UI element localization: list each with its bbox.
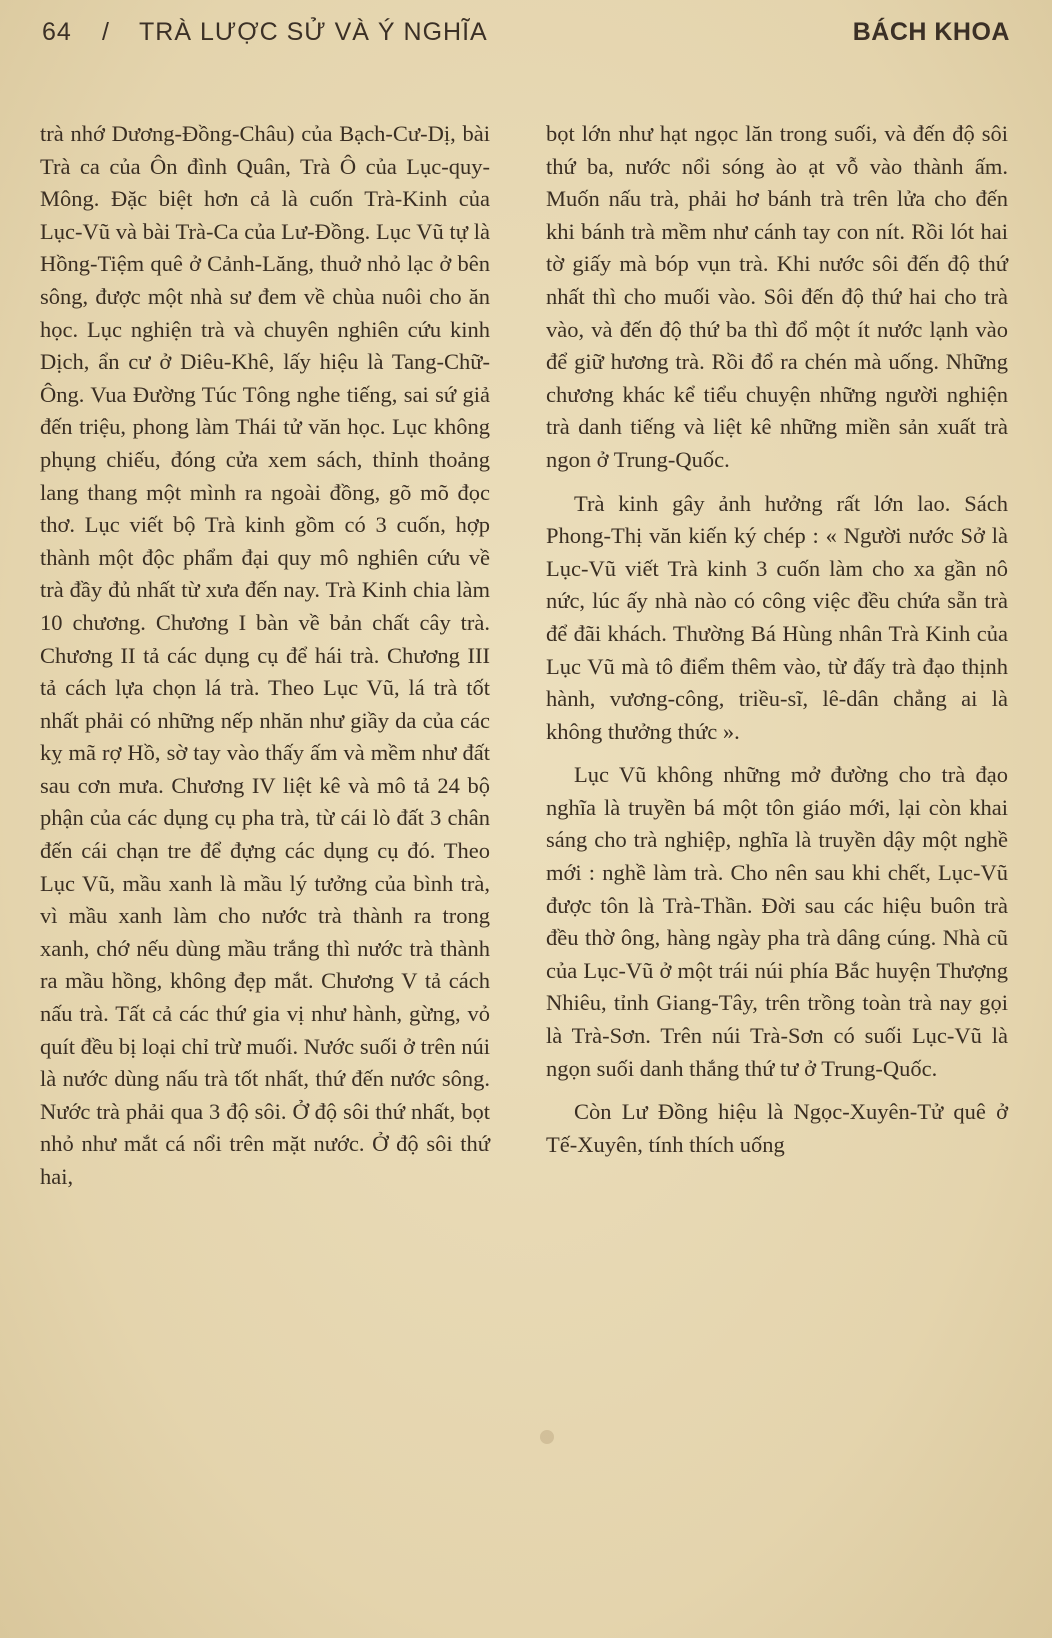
running-title: TRÀ LƯỢC SỬ VÀ Ý NGHĨA xyxy=(139,18,488,46)
body-paragraph: Lục Vũ không những mở đường cho trà đạo nghĩa là truyền bá một tôn giáo mới, lại còn khai sáng cho trà nghiệp, nghĩa là truyền dậy một nghề mới : nghề làm trà. Cho nên sau khi chết, Lục-Vũ được tôn là Trà-Thần. Đời sau các hiệu buôn trà đều thờ ông, hàng ngày pha trà dâng cúng. Nhà cũ của Lục-Vũ ở một trái núi phía Bắc huyện Thượng Nhiêu, tỉnh Giang-Tây, trên trồng toàn trà nay gọi là Trà-Sơn. Trên núi Trà-Sơn có suối Lục-Vũ là ngọn suối danh thắng thứ tư ở Trung-Quốc. xyxy=(546,762,1008,1081)
right-column xyxy=(546,118,1008,1161)
paper-stain xyxy=(540,1430,554,1444)
page-header xyxy=(42,18,1010,58)
body-paragraph: Còn Lư Đồng hiệu là Ngọc-Xuyên-Tử quê ở Tế-Xuyên, tính thích uống xyxy=(546,1099,1008,1157)
header-separator: / xyxy=(102,18,110,46)
body-paragraph: Trà kinh gây ảnh hưởng rất lớn lao. Sách Phong-Thị văn kiến ký chép : « Người nước Sở là Lục-Vũ viết Trà kinh 3 cuốn làm cho xa gần nô nức, lúc ấy nhà nào có công việc đều chứa sẵn trà để đãi khách. Thường Bá Hùng nhân Trà Kinh của Lục Vũ mà tô điểm thêm vào, từ đấy trà đạo thịnh hành, vương-công, triều-sĩ, lê-dân chẳng ai là không thưởng thức ». xyxy=(546,490,1008,744)
body-paragraph: trà nhớ Dương-Đồng-Châu) của Bạch-Cư-Dị, bài Trà ca của Ôn đình Quân, Trà Ô của Lục-quy-Mông. Đặc biệt hơn cả là cuốn Trà-Kinh của Lục-Vũ và bài Trà-Ca của Lư-Đồng. Lục Vũ tự là Hồng-Tiệm quê ở Cảnh-Lăng, thuở nhỏ lạc ở bên sông, được một nhà sư đem về chùa nuôi cho ăn học. Lục nghiện trà và chuyên nghiên cứu kinh Dịch, ẩn cư ở Diêu-Khê, lấy hiệu là Tang-Chữ-Ông. Vua Đường Túc Tông nghe tiếng, sai sứ giả đến triệu, phong làm Thái tử văn học. Lục không phụng chiếu, đóng cửa xem sách, thỉnh thoảng lang thang một mình ra ngoài đồng, gõ mõ đọc thơ. Lục viết bộ Trà kinh gồm có 3 cuốn, hợp thành một độc phẩm đại quy mô nghiên cứu về trà đầy đủ nhất từ xưa đến nay. Trà Kinh chia làm 10 chương. Chương I bàn về bản chất cây trà. Chương II tả các dụng cụ để hái trà. Chương III tả cách lựa chọn lá trà. Theo Lục Vũ, lá trà tốt nhất phải có những nếp nhăn như giầy da của các kỵ mã rợ Hồ, sờ tay vào thấy ấm và mềm như đất sau cơn mưa. Chương IV liệt kê và mô tả 24 bộ phận của các dụng cụ pha trà, từ cái lò đất 3 chân đến cái chạn tre để đựng các dụng cụ đó. Theo Lục Vũ, mầu xanh là mầu lý tưởng của bình trà, vì mầu xanh làm cho nước trà thành ra trong xanh, chớ nếu dùng mầu trắng thì nước trà thành ra mầu hồng, không đẹp mắt. Chương V tả cách nấu trà. Tất cả các thứ gia vị như hành, gừng, vỏ quít đều bị loại chỉ trừ muối. Nước suối ở trên núi là nước dùng nấu trà tốt nhất, thứ đến nước sông. Nước trà phải qua 3 độ sôi. Ở độ sôi thứ nhất, bọt nhỏ như mắt cá nổi trên mặt nước. Ở độ sôi thứ hai, xyxy=(40,121,490,1189)
left-column xyxy=(40,118,490,1194)
page-number: 64 xyxy=(42,18,72,46)
publication-name: BÁCH KHOA xyxy=(852,18,1010,46)
body-paragraph: bọt lớn như hạt ngọc lăn trong suối, và đến độ sôi thứ ba, nước nổi sóng ào ạt vỗ vào thành ấm. Muốn nấu trà, phải hơ bánh trà trên lửa cho đến khi bánh trà mềm như cánh tay con nít. Rồi lót hai tờ giấy mà bóp vụn trà. Khi nước sôi đến độ thứ nhất thì cho muối vào. Sôi đến độ thứ hai cho trà vào, và đến độ thứ ba thì đổ một ít nước lạnh vào để giữ hương trà. Rồi đổ ra chén mà uống. Những chương khác kể tiểu chuyện những người nghiện trà danh tiếng và liệt kê những miền sản xuất trà ngon ở Trung-Quốc. xyxy=(546,121,1008,472)
